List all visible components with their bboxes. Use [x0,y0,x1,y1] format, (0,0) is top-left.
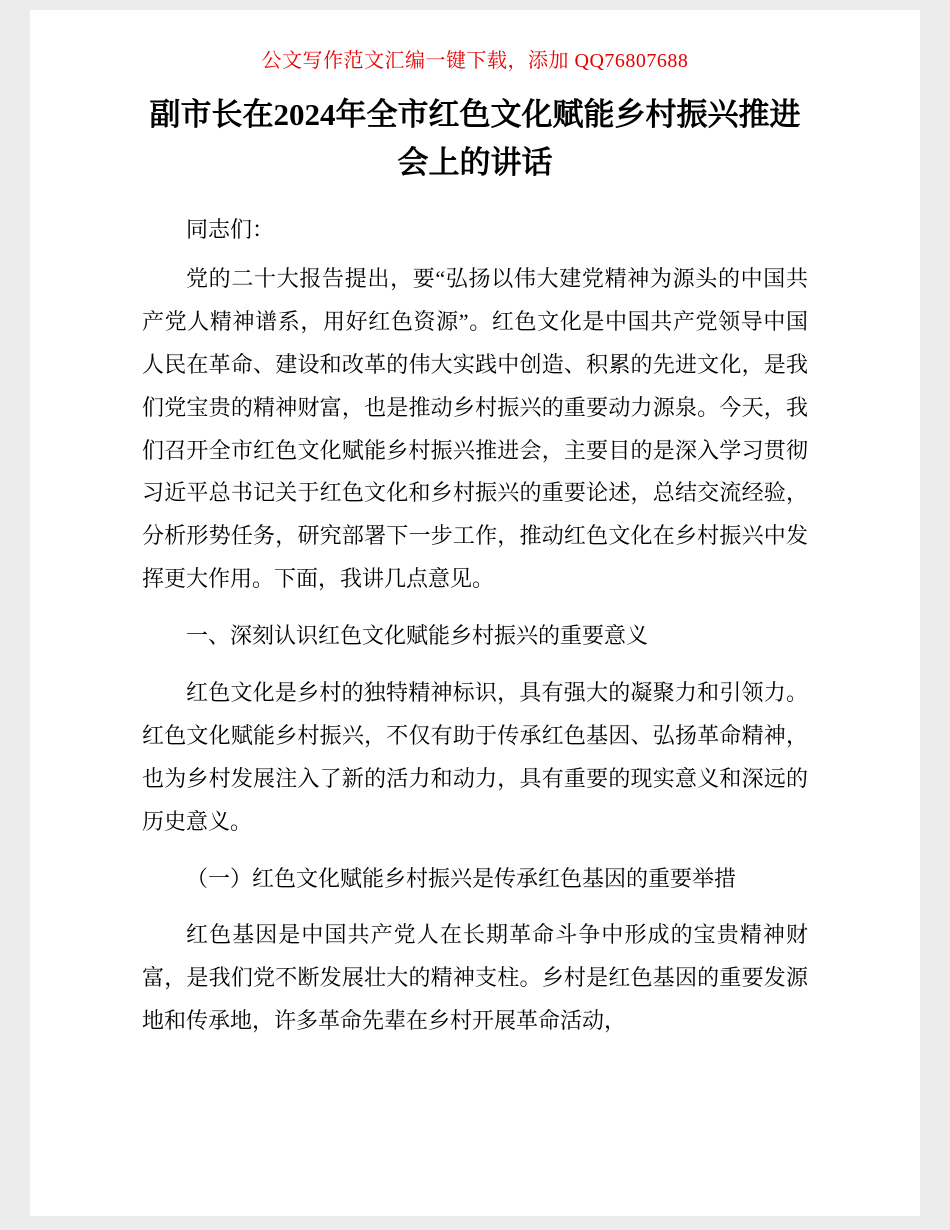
heading-section-1: 一、深刻认识红色文化赋能乡村振兴的重要意义 [186,623,649,649]
paragraph-body-3: 红色基因是中国共产党人在长期革命斗争中形成的宝贵精神财富，是我们党不断发展壮大的精神支柱。乡村是红色基因的重要发源地和传承地，许多革命先辈在乡村开展革命活动， [142,922,808,1034]
document-page [30,10,920,1216]
header-promo-text: 公文写作范文汇编一键下载，添加 QQ76807688 [261,50,689,72]
heading-subsection-1: （一）红色文化赋能乡村振兴是传承红色基因的重要举措 [186,865,737,891]
paragraph-body-1: 党的二十大报告提出，要“弘扬以伟大建党精神为源头的中国共产党人精神谱系，用好红色资源”。红色文化是中国共产党领导中国人民在革命、建设和改革的伟大实践中创造、积累的先进文化，是我们党宝贵的精神财富，也是推动乡村振兴的重要动力源泉。今天，我们召开全市红色文化赋能乡村振兴推进会，主要目的是深入学习贯彻习近平总书记关于红色文化和乡村振兴的重要论述，总结交流经验，分析形势任务，研究部署下一步工作，推动红色文化在乡村振兴中发挥更大作用。下面，我讲几点意见。 [142,265,808,592]
paragraph-body-2: 红色文化是乡村的独特精神标识，具有强大的凝聚力和引领力。红色文化赋能乡村振兴，不仅有助于传承红色基因、弘扬革命精神，也为乡村发展注入了新的活力和动力，具有重要的现实意义和深远的历史意义。 [142,680,808,834]
document-title: 副市长在2024年全市红色文化赋能乡村振兴推进会上的讲话 [149,97,801,181]
paragraph-salutation: 同志们： [186,217,275,243]
